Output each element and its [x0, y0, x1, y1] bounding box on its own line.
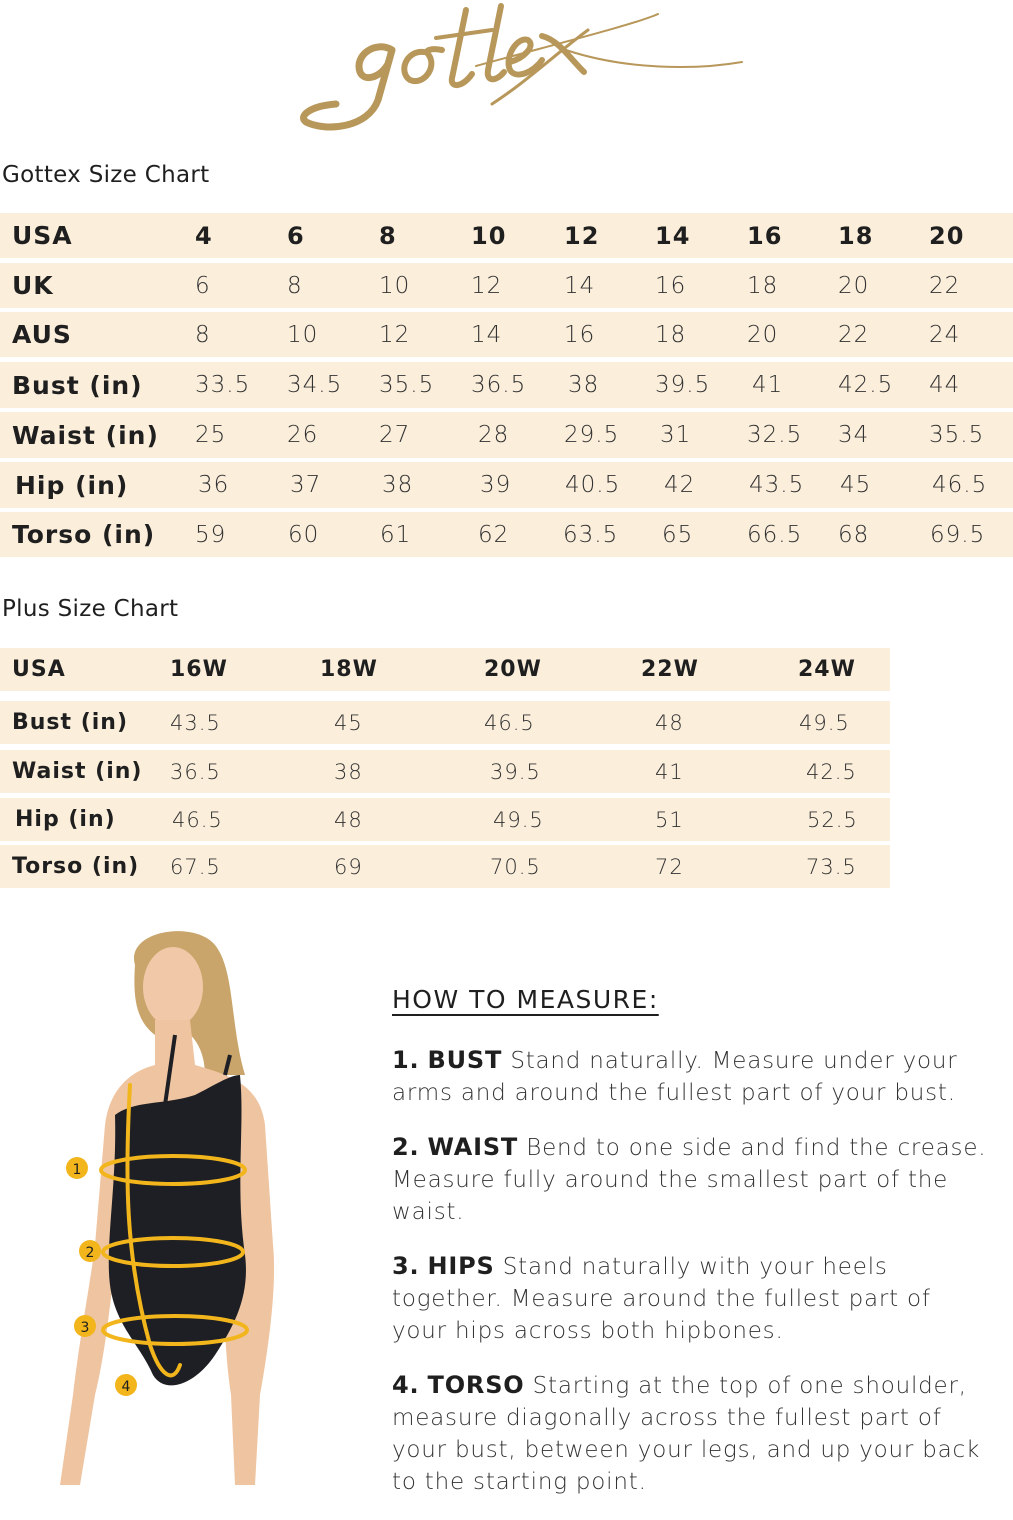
- size-cell: 25: [195, 422, 227, 448]
- size-cell: 35.5: [379, 372, 435, 398]
- table-row: [0, 648, 890, 691]
- size-cell: 51: [655, 807, 684, 832]
- size-cell: 8: [287, 272, 303, 299]
- step-number: 1.: [392, 1046, 420, 1074]
- size-cell: 39.5: [655, 372, 711, 398]
- face: [143, 947, 203, 1027]
- size-cell: 16: [747, 221, 783, 250]
- svg-text:1: 1: [72, 1162, 82, 1178]
- size-cell: 20: [838, 272, 870, 299]
- step-number: 2.: [392, 1133, 420, 1161]
- row-label: Bust (in): [12, 370, 143, 400]
- size-cell: 38: [382, 472, 414, 498]
- step-keyword: BUST: [427, 1046, 503, 1074]
- size-cell: 22: [929, 272, 961, 299]
- size-cell: 60: [288, 521, 320, 548]
- size-cell: 14: [564, 272, 596, 299]
- size-cell: 37: [290, 472, 322, 498]
- table-row: [0, 213, 1013, 258]
- svg-text:2: 2: [85, 1245, 95, 1261]
- size-cell: 46.5: [172, 807, 223, 832]
- size-cell: 29.5: [564, 422, 620, 448]
- table-row: [0, 362, 1013, 408]
- size-cell: 43.5: [170, 710, 221, 735]
- table-row: [0, 845, 890, 888]
- marker-4: [115, 1374, 137, 1396]
- size-cell: 6: [287, 221, 305, 250]
- marker-3: [74, 1315, 96, 1337]
- step-number: 4.: [392, 1371, 420, 1399]
- size-cell: 67.5: [170, 854, 221, 879]
- step-keyword: WAIST: [427, 1133, 519, 1161]
- size-cell: 10: [287, 321, 319, 348]
- row-label: USA: [12, 657, 66, 682]
- size-cell: 38: [568, 372, 600, 398]
- size-cell: 59: [195, 521, 227, 548]
- row-label: Torso (in): [12, 854, 140, 879]
- table-row: [0, 312, 1013, 357]
- size-cell: 44: [929, 372, 961, 398]
- size-cell: 18: [747, 272, 779, 299]
- size-cell: 36: [198, 472, 230, 498]
- table-row: [0, 798, 890, 841]
- size-cell: 35.5: [929, 422, 985, 448]
- size-cell: 28: [478, 422, 510, 448]
- size-cell: 73.5: [806, 854, 857, 879]
- size-cell: 6: [195, 272, 211, 299]
- size-cell: 48: [334, 807, 363, 832]
- size-cell: 36.5: [471, 372, 527, 398]
- step-text: Stand naturally with your heels together. Measure around the fullest part of your hips across both hipbones.: [392, 1254, 931, 1344]
- marker-2: [79, 1240, 101, 1262]
- size-cell: 31: [660, 422, 692, 448]
- size-cell: 39.5: [490, 759, 541, 784]
- step-text: Starting at the top of one shoulder, measure diagonally across the fullest part of your bust, between your legs, and up your back to the starting point.: [392, 1373, 981, 1495]
- size-cell: 34.5: [287, 372, 343, 398]
- size-cell: 27: [379, 422, 411, 448]
- size-cell: 62: [478, 521, 510, 548]
- table-row: [0, 462, 1013, 508]
- size-cell: 22W: [641, 657, 699, 682]
- size-cell: 18W: [320, 657, 378, 682]
- size-cell: 24: [929, 321, 961, 348]
- step-hips: [392, 1250, 992, 1347]
- size-cell: 38: [334, 759, 363, 784]
- size-cell: 10: [471, 221, 507, 250]
- table-row: [0, 512, 1013, 557]
- size-cell: 4: [195, 221, 213, 250]
- size-cell: 32.5: [747, 422, 803, 448]
- size-cell: 14: [471, 321, 503, 348]
- step-number: 3.: [392, 1252, 420, 1280]
- size-cell: 8: [195, 321, 211, 348]
- size-cell: 52.5: [807, 807, 858, 832]
- size-cell: 16W: [170, 657, 228, 682]
- step-keyword: HIPS: [427, 1252, 495, 1280]
- step-text: Stand naturally. Measure under your arms and around the fullest part of your bust.: [392, 1048, 958, 1106]
- svg-text:3: 3: [80, 1320, 90, 1336]
- marker-1: [66, 1157, 88, 1179]
- size-cell: 12: [564, 221, 600, 250]
- size-cell: 10: [379, 272, 411, 299]
- size-cell: 49.5: [493, 807, 544, 832]
- size-cell: 12: [379, 321, 411, 348]
- size-cell: 42.5: [838, 372, 894, 398]
- size-cell: 72: [655, 854, 684, 879]
- size-cell: 43.5: [749, 472, 805, 498]
- size-cell: 66.5: [747, 521, 803, 548]
- size-cell: 48: [655, 710, 684, 735]
- size-cell: 65: [662, 521, 694, 548]
- row-label: UK: [12, 271, 54, 300]
- size-cell: 46.5: [932, 472, 988, 498]
- table-row: [0, 412, 1013, 458]
- size-cell: 24W: [798, 657, 856, 682]
- size-cell: 41: [752, 372, 784, 398]
- plus-chart-title: Plus Size Chart: [2, 596, 179, 622]
- row-label: USA: [12, 221, 73, 250]
- size-cell: 12: [471, 272, 503, 299]
- size-cell: 42.5: [806, 759, 857, 784]
- size-cell: 45: [840, 472, 872, 498]
- size-cell: 16: [564, 321, 596, 348]
- step-text: Bend to one side and find the crease. Measure fully around the smallest part of the waist.: [392, 1135, 987, 1225]
- svg-text:4: 4: [121, 1379, 131, 1395]
- size-cell: 33.5: [195, 372, 251, 398]
- size-cell: 69.5: [930, 521, 986, 548]
- table-row: [0, 701, 890, 744]
- model-measurement-figure: [55, 925, 295, 1500]
- step-bust: [392, 1044, 992, 1109]
- size-cell: 46.5: [484, 710, 535, 735]
- row-label: AUS: [12, 320, 72, 349]
- how-to-measure: [392, 985, 992, 1520]
- size-cell: 68: [838, 521, 870, 548]
- row-label: Torso (in): [12, 520, 156, 549]
- size-chart-title: Gottex Size Chart: [2, 162, 210, 188]
- size-cell: 20: [929, 221, 965, 250]
- row-label: Bust (in): [12, 710, 129, 735]
- gottex-logo: [296, 0, 746, 135]
- size-cell: 26: [287, 422, 319, 448]
- how-to-measure-heading: HOW TO MEASURE:: [392, 985, 659, 1014]
- table-row: [0, 750, 890, 793]
- size-cell: 22: [838, 321, 870, 348]
- row-label: Hip (in): [15, 470, 129, 500]
- size-cell: 49.5: [799, 710, 850, 735]
- size-cell: 42: [664, 472, 696, 498]
- size-cell: 20W: [484, 657, 542, 682]
- size-cell: 18: [655, 321, 687, 348]
- size-cell: 8: [379, 221, 397, 250]
- step-torso: [392, 1369, 992, 1498]
- row-label: Hip (in): [15, 807, 116, 832]
- size-cell: 16: [655, 272, 687, 299]
- size-cell: 63.5: [563, 521, 619, 548]
- size-cell: 36.5: [170, 759, 221, 784]
- size-cell: 70.5: [490, 854, 541, 879]
- step-waist: [392, 1131, 992, 1228]
- table-row: [0, 263, 1013, 308]
- step-keyword: TORSO: [427, 1371, 525, 1399]
- size-cell: 69: [334, 854, 363, 879]
- size-cell: 34: [838, 422, 870, 448]
- size-cell: 40.5: [565, 472, 621, 498]
- size-cell: 39: [480, 472, 512, 498]
- size-cell: 14: [655, 221, 691, 250]
- size-cell: 41: [655, 759, 684, 784]
- row-label: Waist (in): [12, 420, 159, 450]
- size-cell: 45: [334, 710, 363, 735]
- size-cell: 18: [838, 221, 874, 250]
- row-label: Waist (in): [12, 759, 143, 784]
- size-cell: 20: [747, 321, 779, 348]
- size-cell: 61: [380, 521, 412, 548]
